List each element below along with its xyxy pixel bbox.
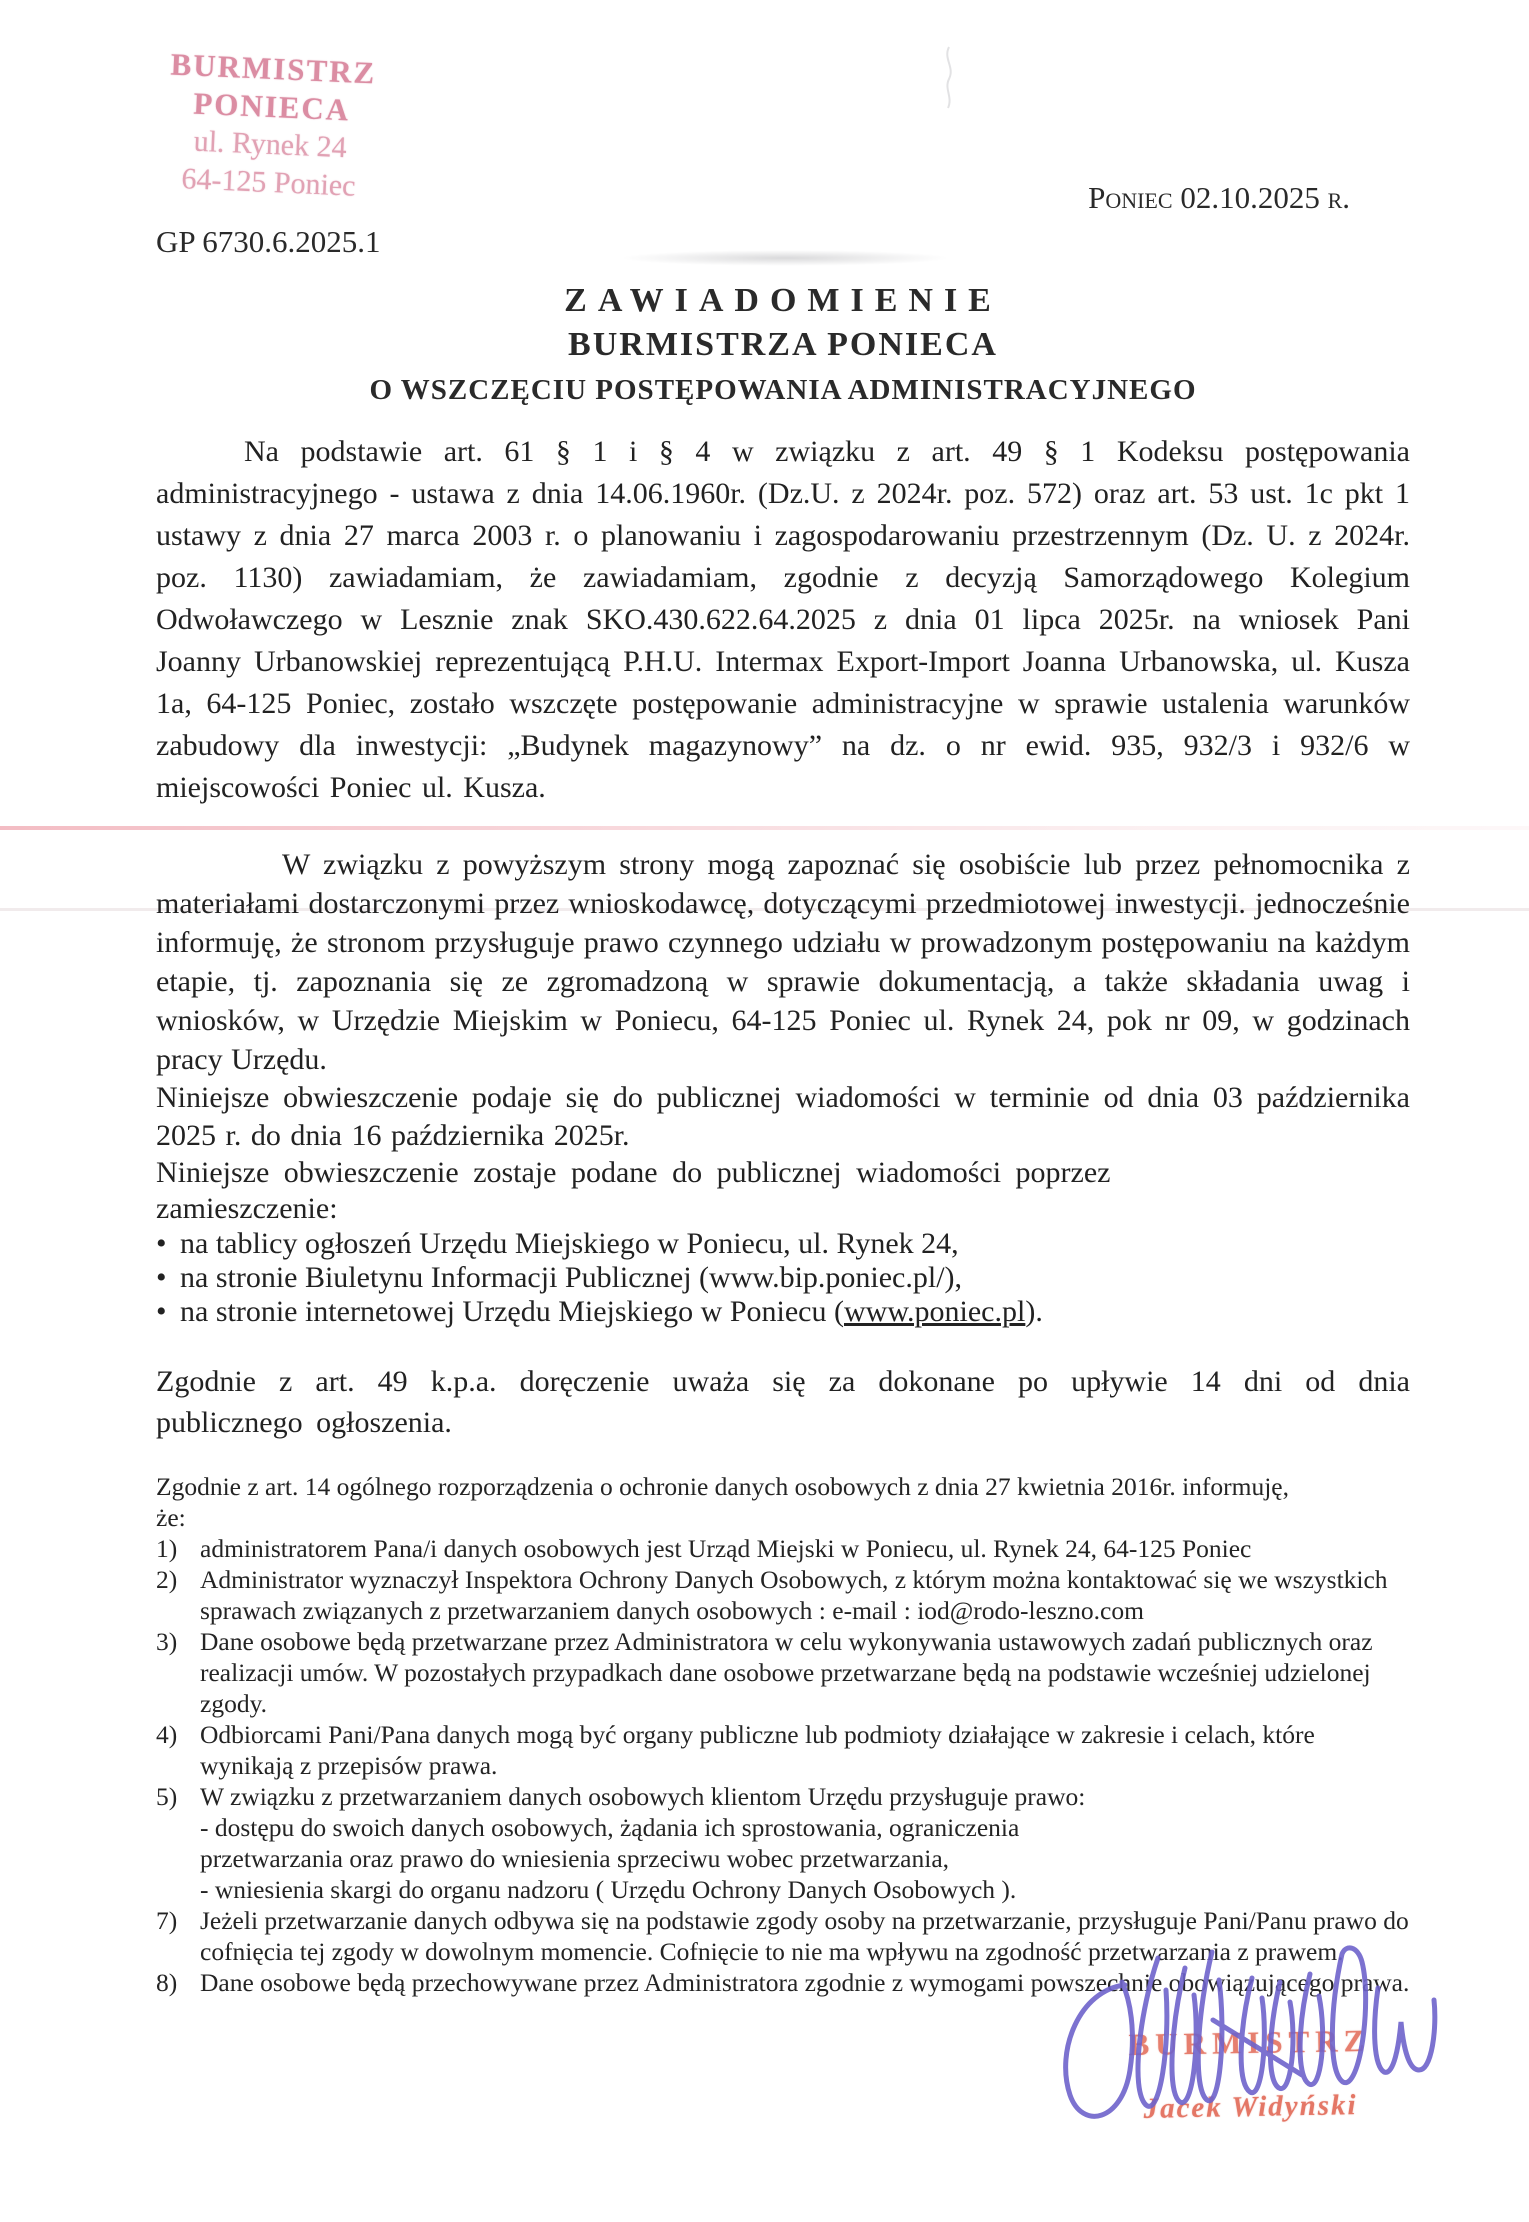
stamp-postal-city: 64-125 Poniec bbox=[180, 162, 357, 203]
rodo-intro-line-2: że: bbox=[156, 1503, 186, 1532]
title-line-2: BURMISTRZA PONIECA bbox=[568, 326, 998, 363]
bullet-dot-icon: • bbox=[156, 1295, 167, 1328]
publication-intro-line-2: zamieszczenie: bbox=[156, 1192, 338, 1225]
date-value: 02.10.2025 bbox=[1180, 180, 1320, 215]
document-title bbox=[156, 282, 1410, 407]
rodo-item-7: 7) Jeżeli przetwarzanie danych odbywa się na podstawie zgody osoby na przetwarzanie, przysługuje Pani/Panu prawo do cofnięcia tej zgody w dowolnym momencie. Cofnięcie to nie ma wpływu na zgodność przetwarzania z prawem. bbox=[156, 1906, 1409, 1966]
paragraph-notice-period: Niniejsze obwieszczenie podaje się do publicznej wiadomości w terminie od dnia 03 października 2025 r. do dnia 16 października 2025r. bbox=[156, 1081, 1410, 1152]
publication-bullet-list bbox=[156, 1227, 1410, 1329]
bullet-dot-icon: • bbox=[156, 1227, 167, 1260]
rodo-item-5-sub-1: - dostępu do swoich danych osobowych, żądania ich sprostowania, ograniczenia bbox=[200, 1813, 1020, 1842]
paragraph-legal-basis: Na podstawie art. 61 § 1 i § 4 w związku z art. 49 § 1 Kodeksu postępowania administracyjnego - ustawa z dnia 14.06.1960r. (Dz.U. z 2024r. poz. 572) oraz art. 53 ust. 1c pkt 1 ustawy z dnia 27 marca 2003 r. o planowaniu i zagospodarowaniu przestrzennym (Dz. U. z 2024r. poz. 1130) zawiadamiam, że zawiadamiam, zgodnie z decyzją Samorządowego Kolegium Odwoławczego w Lesznie znak SKO.430.622.64.2025 z dnia 01 lipca 2025r. na wniosek Pani Joanny Urbanowskiej reprezentującą P.H.U. Intermax Export-Import Joanna Urbanowska, ul. Kusza 1a, 64-125 Poniec, zostało wszczęte postępowanie administracyjne w sprawie ustalenia warunków zabudowy dla inwestycji: „Budynek magazynowy” na dz. o nr ewid. 935, 932/3 i 932/6 w miejscowości Poniec ul. Kusza. bbox=[156, 435, 1410, 804]
paragraph-publication-intro bbox=[156, 1155, 1410, 1227]
rodo-item-2: 2) Administrator wyznaczył Inspektora Ochrony Danych Osobowych, z którym można kontaktować się we wszystkich sprawach związanych z przetwarzaniem danych osobowych : e-mail : iod@rodo-leszno.com bbox=[156, 1565, 1388, 1625]
bullet-item-board: • na tablicy ogłoszeń Urzędu Miejskiego w Poniecu, ul. Rynek 24, bbox=[156, 1227, 959, 1260]
title-line-3: O WSZCZĘCIU POSTĘPOWANIA ADMINISTRACYJNEGO bbox=[369, 374, 1197, 406]
mayor-stamp-name: Jacek Widyński bbox=[1143, 2089, 1358, 2125]
signature-block bbox=[1030, 1940, 1470, 2170]
bullet-item-website: • na stronie internetowej Urzędu Miejskiego w Poniecu (www.poniec.pl). bbox=[156, 1295, 1043, 1328]
website-link: www.poniec.pl bbox=[843, 1295, 1026, 1328]
rodo-item-5-sub-2: przetwarzania oraz prawo do wniesienia sprzeciwu wobec przetwarzania, bbox=[200, 1844, 950, 1873]
bullet-item-bip: • na stronie Biuletynu Informacji Publicznej (www.bip.poniec.pl/), bbox=[156, 1261, 963, 1294]
paragraph-party-rights: W związku z powyższym strony mogą zapoznać się osobiście lub przez pełnomocnika z materiałami dostarczonymi przez wnioskodawcę, dotyczącymi przedmiotowej inwestycji. jednocześnie informuję, że stronom przysługuje prawo czynnego udziału w prowadzonym postępowaniu na każdym etapie, tj. zapoznania się ze zgromadzoną w sprawie dokumentacją, a także składania uwag i wniosków, w Urzędzie Miejskim w Poniecu, 64-125 Poniec ul. Rynek 24, pok nr 09, w godzinach pracy Urzędu. bbox=[156, 848, 1410, 1076]
title-line-1: ZAWIADOMIENIE bbox=[564, 282, 1002, 319]
mayor-stamp-title: BURMISTRZ bbox=[1128, 2022, 1371, 2063]
rodo-item-8: 8) Dane osobowe będą przechowywane przez Administratora zgodnie z wymogami powszechnie obowiązującego prawa. bbox=[156, 1968, 1410, 1997]
publication-intro-line-1: Niniejsze obwieszczenie zostaje podane do publicznej wiadomości poprzez bbox=[156, 1156, 1111, 1189]
paragraph-kpa-delivery: Zgodnie z art. 49 k.p.a. doręczenie uważa się za dokonane po upływie 14 dni od dnia publicznego ogłoszenia. bbox=[156, 1365, 1410, 1439]
place-and-date bbox=[156, 180, 1410, 216]
document-content bbox=[156, 0, 1410, 1998]
rodo-item-1: 1) administratorem Pana/i danych osobowych jest Urząd Miejski w Poniecu, ul. Rynek 24, 64-125 Poniec bbox=[156, 1534, 1252, 1563]
handwritten-signature-scribble bbox=[1030, 1940, 1470, 2170]
date-suffix: r. bbox=[1327, 180, 1350, 215]
date-city: Poniec bbox=[1088, 180, 1173, 215]
reference-number: GP 6730.6.2025.1 bbox=[156, 224, 381, 259]
bullet-dot-icon: • bbox=[156, 1261, 167, 1294]
rodo-item-5-sub-3: - wniesienia skargi do organu nadzoru ( Urzędu Ochrony Danych Osobowych ). bbox=[200, 1875, 1017, 1904]
rodo-section bbox=[156, 1471, 1410, 1998]
stamp-street: ul. Rynek 24 bbox=[193, 124, 348, 165]
rodo-item-4: 4) Odbiorcami Pani/Pana danych mogą być organy publiczne lub podmioty działające w zakresie i celach, które wynikają z przepisów prawa. bbox=[156, 1720, 1315, 1780]
rodo-intro-line-1: Zgodnie z art. 14 ogólnego rozporządzenia o ochronie danych osobowych z dnia 27 kwietnia 2016r. informuję, bbox=[156, 1472, 1289, 1501]
rodo-item-3: 3) Dane osobowe będą przetwarzane przez Administratora w celu wykonywania ustawowych zadań publicznych oraz realizacji umów. W pozostałych przypadkach dane osobowe przetwarzane będą na podstawie wcześniej udzielonej zgody. bbox=[156, 1627, 1373, 1718]
stamp-authority-name: BURMISTRZ PONIECA bbox=[169, 46, 378, 128]
rodo-item-5: 5) W związku z przetwarzaniem danych osobowych klientom Urzędu przysługuje prawo: bbox=[156, 1782, 1086, 1811]
